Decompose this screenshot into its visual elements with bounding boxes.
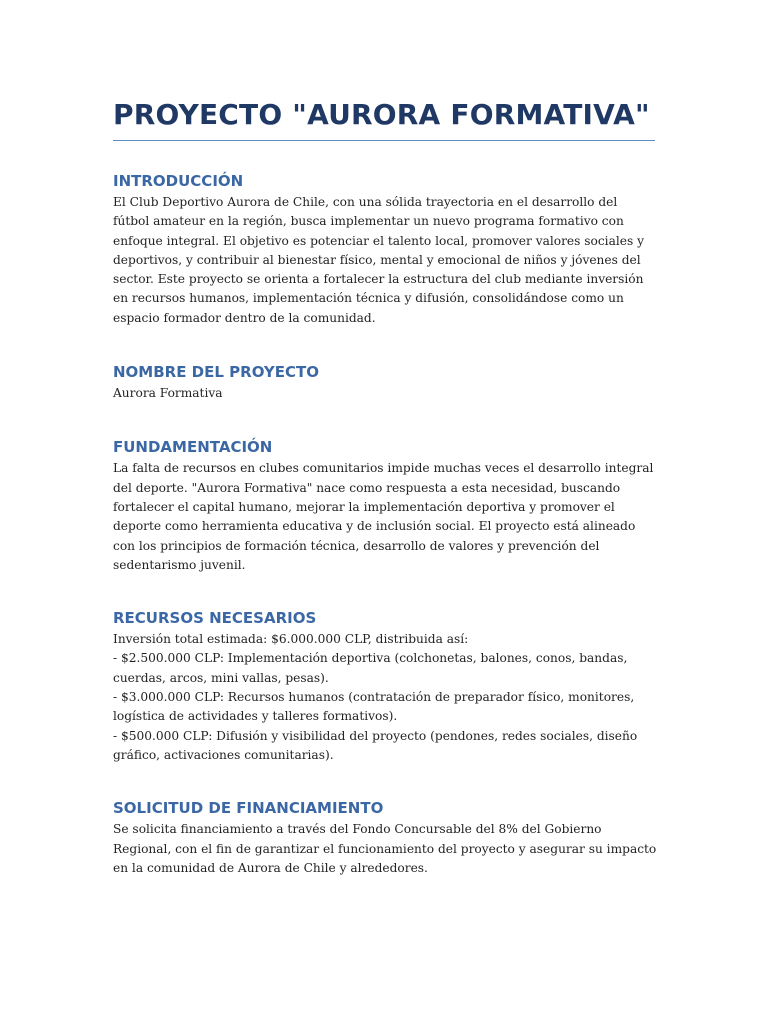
section-heading-nombre: NOMBRE DEL PROYECTO: [113, 363, 320, 382]
recursos-item: - $3.000.000 CLP: Recursos humanos (contratación de preparador físico, monitores, logística de actividades y talleres formativos).: [113, 690, 635, 724]
section-fundamentacion: [113, 437, 657, 575]
section-recursos: [113, 608, 657, 765]
section-solicitud: [113, 798, 657, 878]
recursos-intro: Inversión total estimada: $6.000.000 CLP, distribuida así:: [113, 632, 469, 647]
document-title: PROYECTO "AURORA FORMATIVA": [113, 98, 650, 131]
recursos-item: - $500.000 CLP: Difusión y visibilidad del proyecto (pendones, redes sociales, diseño gráfico, activaciones comunitarias).: [113, 728, 638, 762]
section-heading-solicitud: SOLICITUD DE FINANCIAMIENTO: [113, 799, 384, 818]
section-heading-recursos: RECURSOS NECESARIOS: [113, 609, 317, 628]
section-nombre: [113, 362, 657, 403]
recursos-item: - $2.500.000 CLP: Implementación deportiva (colchonetas, balones, conos, bandas, cuerdas, arcos, mini vallas, pesas).: [113, 651, 628, 685]
section-body-fundamentacion: La falta de recursos en clubes comunitarios impide muchas veces el desarrollo integral del deporte. "Aurora Formativa" nace como respuesta a esta necesidad, buscando fortalecer el capital humano, mejorar la implementación deportiva y promover el deporte como herramienta educativa y de inclusión social. El proyecto está alineado con los principios de formación técnica, desarrollo de valores y prevención del sedentarismo juvenil.: [113, 461, 654, 572]
title-underline: [113, 140, 655, 141]
section-heading-fundamentacion: FUNDAMENTACIÓN: [113, 438, 273, 457]
section-heading-introduccion: INTRODUCCIÓN: [113, 172, 244, 190]
document-page: [113, 96, 657, 878]
section-body-solicitud: Se solicita financiamiento a través del Fondo Concursable del 8% del Gobierno Regional, con el fin de garantizar el funcionamiento del proyecto y asegurar su impacto en la comunidad de Aurora de Chile y alrededores.: [113, 822, 657, 875]
section-body-introduccion: El Club Deportivo Aurora de Chile, con una sólida trayectoria en el desarrollo del fútbol amateur en la región, busca implementar un nuevo programa formativo con enfoque integral. El objetivo es potenciar el talento local, promover valores sociales y deportivos, y contribuir al bienestar físico, mental y emocional de niños y jóvenes del sector. Este proyecto se orienta a fortalecer la estructura del club mediante inversión en recursos humanos, implementación técnica y difusión, consolidándose como un espacio formador dentro de la comunidad.: [113, 195, 644, 325]
section-body-nombre: Aurora Formativa: [113, 386, 223, 401]
section-introduccion: [113, 171, 657, 328]
